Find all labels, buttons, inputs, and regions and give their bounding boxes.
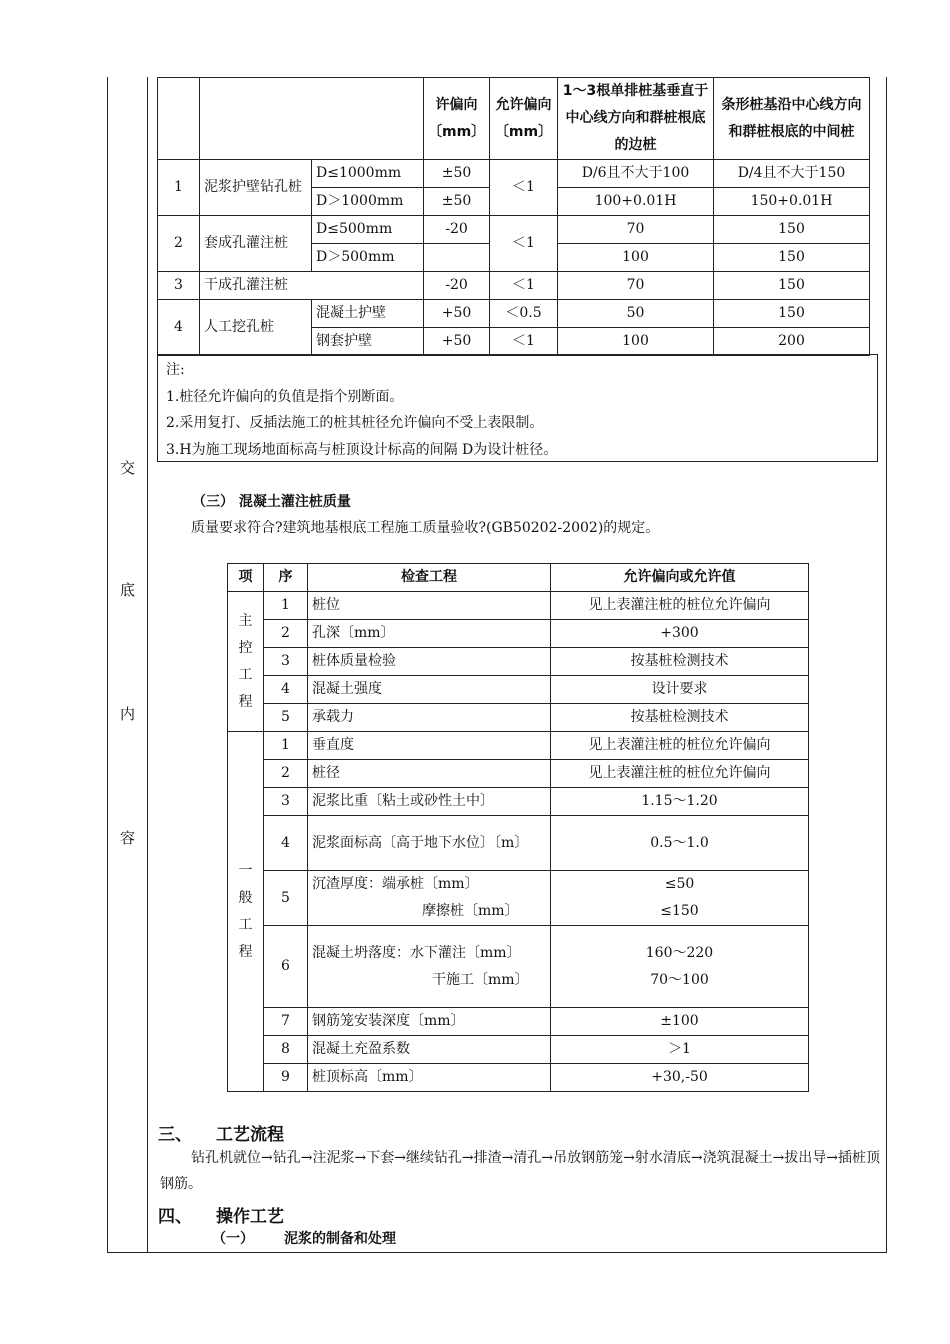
pile-type: 干成孔灌注桩 — [200, 272, 424, 300]
item-line: 摩擦桩〔mm〕 — [422, 903, 519, 919]
subsection-heading — [212, 1228, 396, 1248]
side-label-char: 内 — [119, 705, 135, 723]
value-cell: 0.5～1.0 — [551, 816, 809, 871]
header-cell: 允许偏向或允许值 — [551, 564, 809, 592]
item-cell: 泥浆面标高〔高于地下水位〕〔m〕 — [308, 816, 551, 871]
pile-diameter: D≤1000mm — [312, 160, 424, 188]
pile-deviation-table — [157, 77, 870, 356]
header-cell — [200, 78, 424, 160]
section-heading: （三） 混凝土灌注桩质量 — [192, 494, 351, 510]
side-label-column — [107, 77, 148, 1253]
item-cell: 孔深〔mm〕 — [308, 620, 551, 648]
subsection-title: 泥浆的制备和处理 — [284, 1231, 396, 1247]
mid-pile: 150 — [714, 244, 870, 272]
quality-inspection-table — [227, 563, 809, 1092]
row-no: 2 — [158, 216, 200, 272]
mid-pile: 150 — [714, 216, 870, 244]
pile-diameter: D＞1000mm — [312, 188, 424, 216]
header-cell: 项 — [228, 564, 264, 592]
edge-pile: 100 — [558, 244, 714, 272]
edge-pile: 100+0.01H — [558, 188, 714, 216]
section-title: 操作工艺 — [216, 1207, 284, 1227]
item-cell: 混凝土强度 — [308, 676, 551, 704]
deviation: -20 — [424, 216, 490, 244]
seq-cell: 4 — [264, 676, 308, 704]
value-line: ≤150 — [660, 903, 699, 919]
deviation: ±50 — [424, 188, 490, 216]
pile-type: 人工挖孔桩 — [200, 300, 312, 356]
value-cell: 1.15～1.20 — [551, 788, 809, 816]
item-cell: 垂直度 — [308, 732, 551, 760]
item-line: 干施工〔mm〕 — [432, 971, 529, 988]
item-cell: 桩径 — [308, 760, 551, 788]
edge-pile: 70 — [558, 272, 714, 300]
value-cell: 见上表灌注桩的桩位允许偏向 — [551, 592, 809, 620]
item-line: 沉渣厚度：端承桩〔mm〕 — [312, 876, 479, 892]
pile-diameter: D≤500mm — [312, 216, 424, 244]
item-cell: 承载力 — [308, 704, 551, 732]
seq-cell: 5 — [264, 871, 308, 926]
section-number: 四、 — [158, 1207, 192, 1227]
edge-pile: 100 — [558, 328, 714, 356]
subsection-number: （一） — [212, 1231, 254, 1247]
seq-cell: 2 — [264, 760, 308, 788]
table-notes — [157, 354, 878, 462]
seq-cell: 7 — [264, 1008, 308, 1036]
value-line: ≤50 — [664, 876, 695, 892]
seq-cell: 1 — [264, 732, 308, 760]
value-cell — [551, 926, 809, 1008]
tolerance: ＜1 — [490, 160, 558, 216]
row-no: 1 — [158, 160, 200, 216]
value-cell — [551, 871, 809, 926]
value-cell: +30,-50 — [551, 1064, 809, 1092]
note-line: 3.H为施工现场地面标高与桩顶设计标高的间隔 D为设计桩径。 — [166, 441, 558, 458]
pile-diameter: D＞500mm — [312, 244, 424, 272]
deviation — [424, 244, 490, 272]
header-cell: 检查工程 — [308, 564, 551, 592]
seq-cell: 9 — [264, 1064, 308, 1092]
row-no: 3 — [158, 272, 200, 300]
item-cell: 桩位 — [308, 592, 551, 620]
deviation: +50 — [424, 300, 490, 328]
header-cell: 序 — [264, 564, 308, 592]
deviation: -20 — [424, 272, 490, 300]
item-cell: 桩体质量检验 — [308, 648, 551, 676]
group-main-control: 主控工程 — [228, 592, 264, 732]
seq-cell: 3 — [264, 648, 308, 676]
value-cell: 按基桩检测技术 — [551, 648, 809, 676]
row-no: 4 — [158, 300, 200, 356]
value-cell: 设计要求 — [551, 676, 809, 704]
value-line: 70～100 — [650, 971, 709, 988]
value-cell: ±100 — [551, 1008, 809, 1036]
item-cell: 桩顶标高〔mm〕 — [308, 1064, 551, 1092]
edge-pile: 70 — [558, 216, 714, 244]
note-line: 2.采用复打、反插法施工的桩其桩径允许偏向不受上表限制。 — [166, 415, 544, 431]
item-line: 混凝土坍落度：水下灌注〔mm〕 — [312, 944, 521, 961]
value-cell: ＞1 — [551, 1036, 809, 1064]
mid-pile: 200 — [714, 328, 870, 356]
tolerance: ＜1 — [490, 328, 558, 356]
deviation: ±50 — [424, 160, 490, 188]
mid-pile: 150 — [714, 272, 870, 300]
item-cell — [308, 926, 551, 1008]
edge-pile: D/6且不大于100 — [558, 160, 714, 188]
side-label-char: 容 — [119, 829, 135, 847]
seq-cell: 4 — [264, 816, 308, 871]
header-cell — [158, 78, 200, 160]
value-line: 160～220 — [645, 944, 714, 961]
section-four-heading — [158, 1202, 284, 1227]
seq-cell: 8 — [264, 1036, 308, 1064]
item-cell — [308, 871, 551, 926]
header-cell: 条形桩基沿中心线方向和群桩根底的中间桩 — [714, 78, 870, 160]
group-general: 一般工程 — [228, 732, 264, 1092]
seq-cell: 1 — [264, 592, 308, 620]
header-cell: 许偏向〔mm〕 — [424, 78, 490, 160]
value-cell: 按基桩检测技术 — [551, 704, 809, 732]
seq-cell: 3 — [264, 788, 308, 816]
note-line: 1.桩径允许偏向的负值是指个别断面。 — [166, 388, 404, 405]
value-cell: 见上表灌注桩的桩位允许偏向 — [551, 760, 809, 788]
tolerance: ＜0.5 — [490, 300, 558, 328]
seq-cell: 5 — [264, 704, 308, 732]
header-cell: 允许偏向〔mm〕 — [490, 78, 558, 160]
tolerance: ＜1 — [490, 216, 558, 272]
item-cell: 混凝土充盈系数 — [308, 1036, 551, 1064]
item-cell: 钢筋笼安装深度〔mm〕 — [308, 1008, 551, 1036]
deviation: +50 — [424, 328, 490, 356]
seq-cell: 2 — [264, 620, 308, 648]
section-paragraph: 质量要求符合?建筑地基根底工程施工质量验收?(GB50202-2002)的规定。 — [191, 520, 660, 536]
header-cell: 1～3根单排桩基垂直于中心线方向和群桩根底的边桩 — [558, 78, 714, 160]
section-title: 工艺流程 — [216, 1125, 284, 1145]
tolerance: ＜1 — [490, 272, 558, 300]
pile-type: 套成孔灌注桩 — [200, 216, 312, 272]
value-cell: +300 — [551, 620, 809, 648]
seq-cell: 6 — [264, 926, 308, 1008]
section-number: 三、 — [158, 1125, 192, 1145]
pile-type: 泥浆护壁钻孔桩 — [200, 160, 312, 216]
mid-pile: D/4且不大于150 — [714, 160, 870, 188]
pile-wall: 混凝土护壁 — [312, 300, 424, 328]
value-cell: 见上表灌注桩的桩位允许偏向 — [551, 732, 809, 760]
process-flow-text: 钻孔机就位→钻孔→注泥浆→下套→继续钻孔→排渣→清孔→吊放钢筋笼→射水清底→浇筑混凝土→拔出导→插桩顶钢筋。 — [160, 1150, 881, 1192]
side-label-char: 交 — [119, 459, 135, 477]
mid-pile: 150+0.01H — [714, 188, 870, 216]
mid-pile: 150 — [714, 300, 870, 328]
edge-pile: 50 — [558, 300, 714, 328]
section-three-heading — [158, 1120, 284, 1145]
pile-wall: 钢套护壁 — [312, 328, 424, 356]
item-cell: 泥浆比重〔粘土或砂性土中〕 — [308, 788, 551, 816]
note-line: 注: — [166, 362, 185, 378]
side-label-char: 底 — [119, 581, 135, 599]
